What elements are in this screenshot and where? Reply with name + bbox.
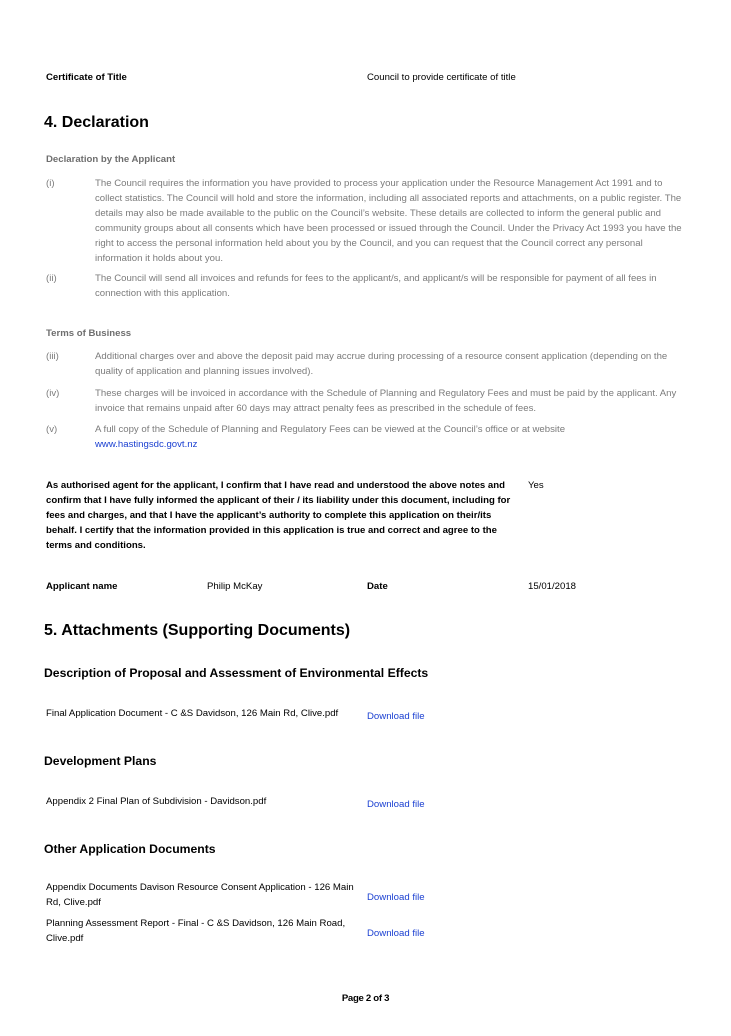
download-file-link[interactable]: Download file [367, 799, 425, 810]
attachment-file-name: Appendix 2 Final Plan of Subdivision - Davidson.pdf [46, 796, 267, 807]
date-label: Date [367, 581, 388, 592]
terms-item-text: Additional charges over and above the deposit paid may accrue during processing of a resource consent application (depending on the quality of application and planning issues involved). [95, 351, 668, 377]
terms-item-text-body: A full copy of the Schedule of Planning and Regulatory Fees can be viewed at the Council’s office or at website [95, 424, 566, 435]
declaration-item-num: (i) [46, 178, 55, 189]
certificate-label: Certificate of Title [46, 72, 127, 83]
terms-subheading: Terms of Business [46, 328, 132, 339]
attachment-group-title: Description of Proposal and Assessment of Environmental Effects [44, 666, 429, 680]
attachment-group-title: Development Plans [44, 754, 157, 768]
applicant-name-label: Applicant name [46, 581, 118, 592]
terms-item-num: (v) [46, 424, 58, 435]
download-file-link[interactable]: Download file [367, 711, 425, 722]
terms-item-num: (iv) [46, 388, 60, 399]
applicant-name-value: Philip McKay [207, 581, 263, 592]
attachment-file-name: Planning Assessment Report - Final - C &S Davidson, 126 Main Road, Clive.pdf [46, 918, 346, 944]
download-file-link[interactable]: Download file [367, 928, 425, 939]
declaration-item-text: The Council requires the information you have provided to process your application under the Resource Management Act 1991 and to collect statistics. The Council will hold and store the information, including all associated reports and attachments, on a public register. The details may also be made available to the public on the Council’s website. These details are collected to inform the general public and community groups about all consents which have been processed or issued through the Council. Under the Privacy Act 1993 you have the right to access the personal information held about you by the Council, and you can request that the Council correct any personal information it holds about you. [95, 178, 682, 264]
declaration-item-text: The Council will send all invoices and refunds for fees to the applicant/s, and applicant/s will be responsible for payment of all fees in connection with this application. [95, 273, 657, 299]
certificate-value: Council to provide certificate of title [367, 72, 516, 83]
declaration-heading: 4. Declaration [44, 114, 149, 131]
declaration-subheading: Declaration by the Applicant [46, 154, 176, 165]
download-file-link[interactable]: Download file [367, 892, 425, 903]
terms-item-text: These charges will be invoiced in accordance with the Schedule of Planning and Regulatory Fees and must be paid by the applicant. Any invoice that remains unpaid after 60 days may attract penalty fees as prescribed in the schedule of fees. [95, 388, 677, 414]
terms-item-text [95, 422, 685, 452]
attachments-heading: 5. Attachments (Supporting Documents) [44, 622, 351, 639]
declaration-item-num: (ii) [46, 273, 57, 284]
attachment-group-title: Other Application Documents [44, 842, 216, 856]
page-number: Page 2 of 3 [341, 993, 390, 1004]
attachment-file-name: Appendix Documents Davison Resource Consent Application - 126 Main Rd, Clive.pdf [46, 882, 354, 908]
agent-statement: As authorised agent for the applicant, I confirm that I have read and understood the above notes and confirm that I have fully informed the applicant of their / its liability under this document, including for fees and charges, and that I have the applicant’s authority to complete this application on their/its behalf. I certify that the information provided in this application is true and correct and agree to the terms and conditions. [46, 480, 511, 551]
agent-answer: Yes [528, 480, 544, 491]
date-value: 15/01/2018 [528, 581, 577, 592]
terms-item-num: (iii) [46, 351, 59, 362]
attachment-file-name: Final Application Document - C &S Davidson, 126 Main Rd, Clive.pdf [46, 708, 339, 719]
hastings-website-link[interactable]: www.hastingsdc.govt.nz [95, 439, 198, 450]
